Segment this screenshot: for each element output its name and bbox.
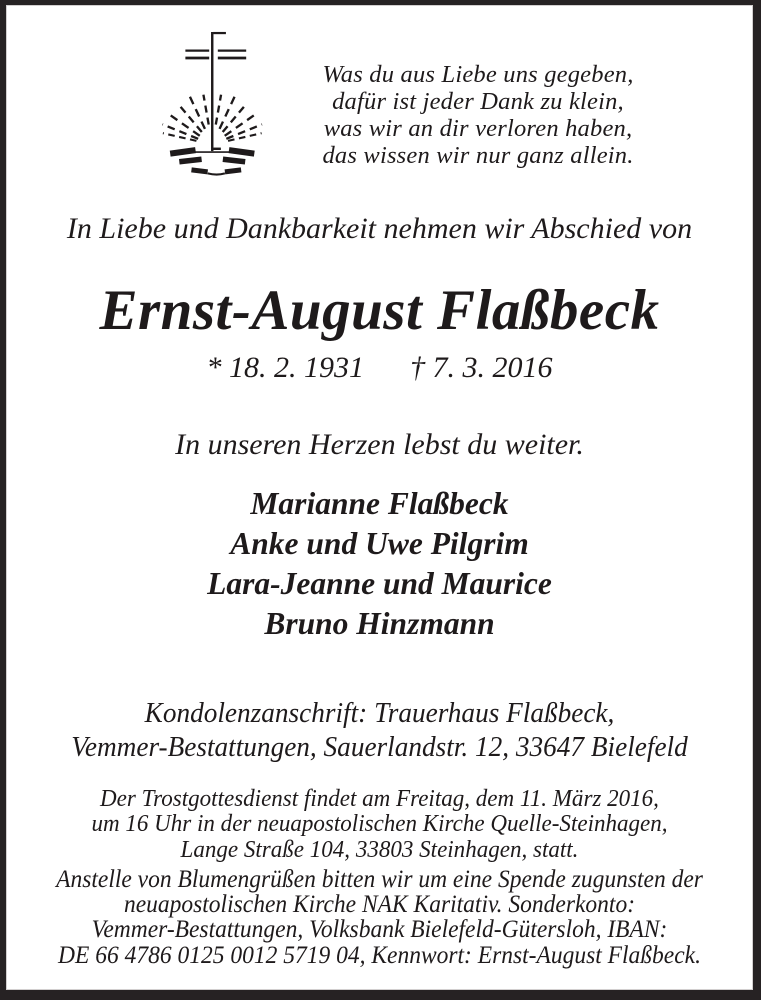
mourner-name: Bruno Hinzmann [264,606,495,641]
life-dates [6,350,753,386]
service-details [28,786,730,862]
service-line: Lange Straße 104, 33803 Steinhagen, statt. [180,835,579,863]
deceased-name: Ernst-August Flaßbeck [99,279,660,342]
service-line: Der Trostgottesdienst findet am Freitag, dem 11. März 2016, [100,785,659,812]
mourner-name: Marianne Flaßbeck [250,486,509,521]
birth-date: * 18. 2. 1931 [206,351,364,384]
memorial-line: In unseren Herzen lebst du weiter. [175,428,584,461]
mourner-name: Anke und Uwe Pilgrim [230,526,529,561]
verse-line: dafür ist jeder Dank zu klein, [332,88,624,115]
verse-line: das wissen wir nur ganz allein. [322,142,634,169]
condolence-address [28,696,730,764]
death-date: † 7. 3. 2016 [410,351,553,384]
nak-cross-icon [156,29,308,181]
donation-line: DE 66 4786 0125 0012 5719 04, Kennwort: Ernst-August Flaßbeck. [58,941,701,969]
donation-details [28,867,730,968]
mourners-list [6,484,753,644]
condolence-line: Vemmer-Bestattungen, Sauerlandstr. 12, 33647 Bielefeld [71,731,688,763]
verse-line: Was du aus Liebe uns gegeben, [322,61,634,88]
donation-line: Anstelle von Blumengrüßen bitten wir um eine Spende zugunsten der [56,866,703,893]
service-line: um 16 Uhr in der neuapostolischen Kirche Quelle-Steinhagen, [91,810,668,838]
donation-line: Vemmer-Bestattungen, Volksbank Bielefeld-Gütersloh, IBAN: [91,916,668,944]
farewell-intro: In Liebe und Dankbarkeit nehmen wir Abschied von [66,212,693,245]
verse-line: was wir an dir verloren haben, [323,115,633,142]
mourner-name: Lara-Jeanne und Maurice [207,566,552,601]
condolence-line: Kondolenzanschrift: Trauerhaus Flaßbeck, [144,697,615,729]
memorial-verse [304,61,652,169]
donation-line: neuapostolischen Kirche NAK Karitativ. Sonderkonto: [123,891,636,919]
